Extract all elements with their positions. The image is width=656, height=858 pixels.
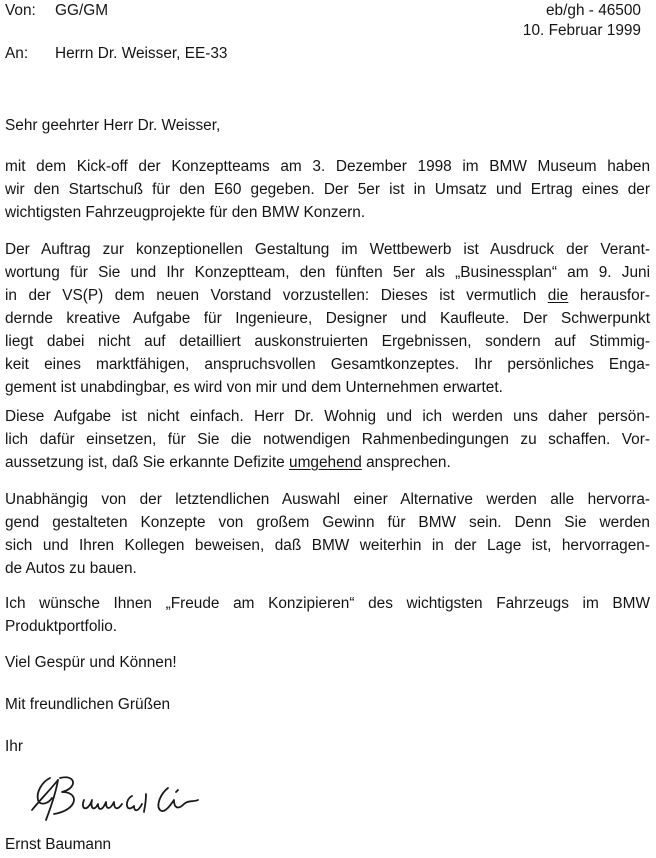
from-label: Von: bbox=[5, 2, 36, 19]
emphasized-word: die bbox=[547, 287, 569, 304]
paragraph-2 bbox=[5, 238, 650, 399]
closing-line: Viel Gespür und Können! bbox=[5, 654, 177, 671]
paragraph-line: dernde kreative Aufgabe für Ingenieure, Designer und Kaufleute. Der Schwerpunkt bbox=[5, 310, 650, 327]
closing-ihr: Ihr bbox=[5, 738, 23, 755]
letter-date: 10. Februar 1999 bbox=[522, 22, 641, 39]
paragraph-4 bbox=[5, 488, 650, 580]
salutation: Sehr geehrter Herr Dr. Weisser, bbox=[5, 117, 221, 134]
to-label: An: bbox=[5, 45, 29, 62]
paragraph-line: Der Auftrag zur konzeptionellen Gestaltung im Wettbewerb ist Ausdruck der Verant- bbox=[5, 241, 650, 258]
paragraph-line: mit dem Kick-off der Konzeptteams am 3. Dezember 1998 im BMW Museum haben bbox=[5, 158, 650, 175]
text-fragment: herausfor- bbox=[579, 287, 650, 304]
text-fragment: aussetzung ist, daß Sie erkannte Defizite bbox=[5, 454, 285, 471]
paragraph-line bbox=[5, 284, 650, 307]
paragraph-line: liegt dabei nicht auf detailliert auskonstruierten Ergebnissen, sondern auf Stimmig- bbox=[5, 333, 650, 350]
handwritten-signature bbox=[28, 770, 228, 830]
from-value: GG/GM bbox=[55, 2, 109, 19]
text-fragment: ansprechen. bbox=[366, 454, 451, 471]
paragraph-5 bbox=[5, 592, 650, 638]
paragraph-line: Diese Aufgabe ist nicht einfach. Herr Dr. Wohnig und ich werden uns daher persön- bbox=[5, 408, 650, 425]
paragraph-line: sich und Ihren Kollegen beweisen, daß BMW weiterhin in der Lage ist, hervorragen- bbox=[5, 537, 650, 554]
paragraph-1 bbox=[5, 155, 650, 224]
paragraph-line: Unabhängig von der letztendlichen Auswahl einer Alternative werden alle hervorra- bbox=[5, 491, 650, 508]
to-value: Herrn Dr. Weisser, EE-33 bbox=[55, 45, 228, 62]
paragraph-line: lich dafür einsetzen, für Sie die notwendigen Rahmenbedingungen zu schaffen. Vor- bbox=[5, 431, 650, 448]
closing-greeting: Mit freundlichen Grüßen bbox=[5, 696, 171, 713]
paragraph-3 bbox=[5, 405, 650, 474]
paragraph-line: Produktportfolio. bbox=[5, 618, 118, 635]
reference-number: eb/gh - 46500 bbox=[546, 2, 641, 19]
paragraph-line: gend gestalteten Konzepte von großem Gewinn für BMW sein. Denn Sie werden bbox=[5, 514, 650, 531]
signer-name: Ernst Baumann bbox=[5, 836, 112, 853]
paragraph-line: keit eines marktfähigen, anspruchsvollen Gesamtkonzeptes. Ihr persönliches Enga- bbox=[5, 356, 650, 373]
paragraph-line: gement ist unabdingbar, es wird von mir und dem Unternehmen erwartet. bbox=[5, 379, 503, 396]
paragraph-line bbox=[5, 451, 650, 474]
paragraph-line: wortung für Sie und Ihr Konzeptteam, den fünften 5er als „Businessplan“ am 9. Juni bbox=[5, 264, 650, 281]
paragraph-line: Ich wünsche Ihnen „Freude am Konzipieren“ des wichtigsten Fahrzeugs im BMW bbox=[5, 595, 650, 612]
emphasized-word: umgehend bbox=[289, 454, 362, 471]
paragraph-line: de Autos zu bauen. bbox=[5, 560, 137, 577]
paragraph-line: wichtigsten Fahrzeugprojekte für den BMW Konzern. bbox=[5, 204, 366, 221]
text-fragment: in der VS(P) dem neuen Vorstand vorzustellen: Dieses ist vermutlich bbox=[5, 287, 537, 304]
paragraph-line: wir den Startschuß für den E60 gegeben. Der 5er ist in Umsatz und Ertrag eines der bbox=[5, 181, 650, 198]
